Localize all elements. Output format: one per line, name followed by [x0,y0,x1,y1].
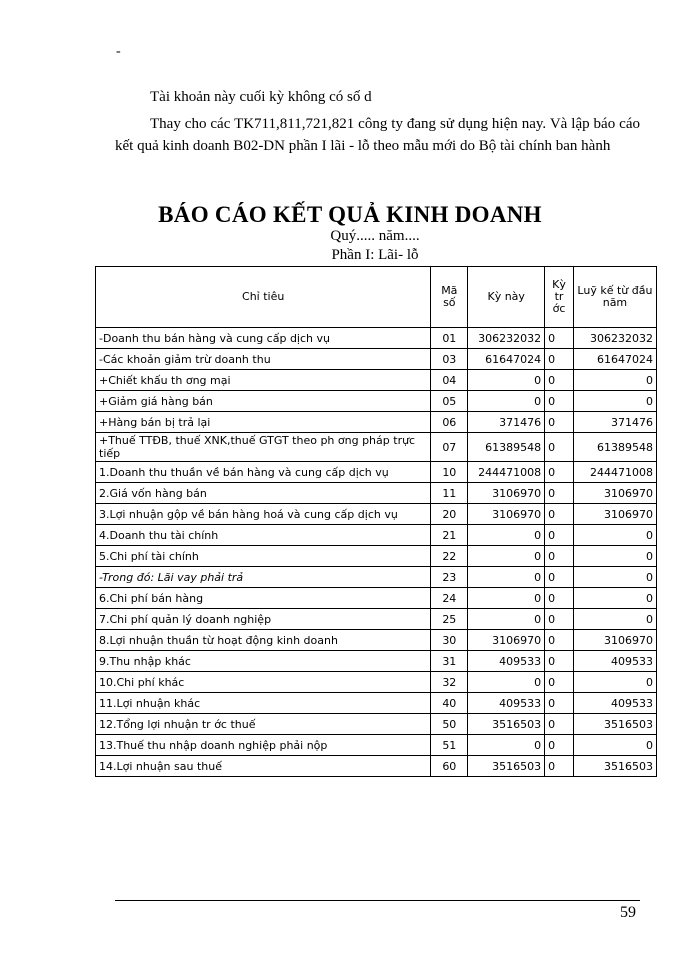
table-row [96,391,657,412]
cell-name: 7.Chi phí quản lý doanh nghiệp [96,609,431,630]
cell-current: 0 [468,735,545,756]
cell-accumulated: 244471008 [573,462,656,483]
cell-previous: 0 [545,370,574,391]
cell-previous: 0 [545,567,574,588]
cell-name: 14.Lợi nhuận sau thuế [96,756,431,777]
table-row [96,672,657,693]
cell-accumulated: 3106970 [573,504,656,525]
header-previous: Kỳ tr ớc [545,267,574,328]
cell-previous: 0 [545,588,574,609]
table-row [96,693,657,714]
cell-accumulated: 371476 [573,412,656,433]
table-row [96,756,657,777]
table-row [96,504,657,525]
header-name: Chỉ tiêu [96,267,431,328]
cell-current: 409533 [468,651,545,672]
table-row [96,433,657,462]
cell-current: 0 [468,567,545,588]
cell-previous: 0 [545,504,574,525]
cell-previous: 0 [545,672,574,693]
table-row [96,328,657,349]
cell-current: 3516503 [468,714,545,735]
cell-current: 61647024 [468,349,545,370]
cell-accumulated: 409533 [573,693,656,714]
cell-code: 11 [431,483,468,504]
header-accumulated: Luỹ kế từ đầu năm [573,267,656,328]
table-row [96,735,657,756]
table-row [96,349,657,370]
cell-accumulated: 306232032 [573,328,656,349]
header-code: Mã số [431,267,468,328]
leading-dash: - [116,44,121,59]
cell-current: 3106970 [468,630,545,651]
cell-accumulated: 0 [573,370,656,391]
cell-name: -Doanh thu bán hàng và cung cấp dịch vụ [96,328,431,349]
report-title: BÁO CÁO KẾT QUẢ KINH DOANH [158,202,542,227]
table-row [96,546,657,567]
cell-name: -Các khoản giảm trừ doanh thu [96,349,431,370]
cell-accumulated: 3106970 [573,630,656,651]
cell-code: 30 [431,630,468,651]
cell-code: 01 [431,328,468,349]
table-row [96,630,657,651]
cell-previous: 0 [545,714,574,735]
table-row [96,651,657,672]
cell-accumulated: 0 [573,525,656,546]
cell-accumulated: 3516503 [573,714,656,735]
cell-code: 21 [431,525,468,546]
table-row [96,412,657,433]
cell-current: 409533 [468,693,545,714]
cell-name: 3.Lợi nhuận gộp về bán hàng hoá và cung cấp dịch vụ [96,504,431,525]
cell-previous: 0 [545,546,574,567]
cell-accumulated: 61647024 [573,349,656,370]
cell-previous: 0 [545,609,574,630]
cell-current: 0 [468,370,545,391]
cell-name: +Hàng bán bị trả lại [96,412,431,433]
footer-rule [115,900,640,901]
cell-code: 31 [431,651,468,672]
cell-code: 05 [431,391,468,412]
cell-accumulated: 0 [573,609,656,630]
cell-current: 244471008 [468,462,545,483]
cell-current: 61389548 [468,433,545,462]
cell-code: 25 [431,609,468,630]
cell-previous: 0 [545,525,574,546]
table-row [96,370,657,391]
cell-name: 11.Lợi nhuận khác [96,693,431,714]
cell-previous: 0 [545,349,574,370]
table-row [96,609,657,630]
cell-accumulated: 0 [573,672,656,693]
report-part: Phần I: Lãi- lỗ [331,247,419,263]
cell-accumulated: 3106970 [573,483,656,504]
cell-previous: 0 [545,462,574,483]
cell-previous: 0 [545,412,574,433]
cell-current: 3516503 [468,756,545,777]
cell-current: 3106970 [468,504,545,525]
cell-code: 32 [431,672,468,693]
cell-code: 03 [431,349,468,370]
table-row [96,714,657,735]
table-row [96,525,657,546]
income-statement-table [95,266,657,777]
cell-accumulated: 0 [573,735,656,756]
table-row [96,462,657,483]
cell-name: +Thuế TTĐB, thuế XNK,thuế GTGT theo ph ơng pháp trực tiếp [96,433,431,462]
cell-current: 0 [468,525,545,546]
cell-current: 3106970 [468,483,545,504]
cell-code: 50 [431,714,468,735]
cell-name: 13.Thuế thu nhập doanh nghiệp phải nộp [96,735,431,756]
table-row [96,483,657,504]
cell-current: 0 [468,546,545,567]
cell-accumulated: 0 [573,567,656,588]
intro-line-1: Tài khoản này cuối kỳ không có số d [150,89,372,105]
intro-paragraph: Thay cho các TK711,811,721,821 công ty đang sử dụng hiện nay. Và lập báo cáo kết quả kinh doanh B02-DN phần I lãi - lỗ theo mẫu mới do Bộ tài chính ban hành [115,116,640,154]
cell-current: 0 [468,391,545,412]
cell-code: 10 [431,462,468,483]
cell-accumulated: 3516503 [573,756,656,777]
cell-code: 24 [431,588,468,609]
cell-accumulated: 0 [573,588,656,609]
cell-accumulated: 409533 [573,651,656,672]
cell-name: 6.Chi phí bán hàng [96,588,431,609]
cell-code: 20 [431,504,468,525]
cell-code: 06 [431,412,468,433]
cell-name: 12.Tổng lợi nhuận tr ớc thuế [96,714,431,735]
table-row [96,588,657,609]
cell-code: 23 [431,567,468,588]
cell-code: 07 [431,433,468,462]
cell-name: 9.Thu nhập khác [96,651,431,672]
cell-current: 0 [468,672,545,693]
cell-code: 04 [431,370,468,391]
cell-code: 51 [431,735,468,756]
cell-previous: 0 [545,328,574,349]
cell-previous: 0 [545,483,574,504]
cell-code: 40 [431,693,468,714]
cell-accumulated: 0 [573,391,656,412]
cell-previous: 0 [545,735,574,756]
cell-previous: 0 [545,693,574,714]
cell-code: 60 [431,756,468,777]
cell-current: 371476 [468,412,545,433]
cell-name: 1.Doanh thu thuần về bán hàng và cung cấp dịch vụ [96,462,431,483]
cell-accumulated: 61389548 [573,433,656,462]
cell-name: 10.Chi phí khác [96,672,431,693]
cell-previous: 0 [545,651,574,672]
cell-previous: 0 [545,433,574,462]
cell-name: 5.Chi phí tài chính [96,546,431,567]
cell-name: +Chiết khấu th ơng mại [96,370,431,391]
cell-previous: 0 [545,630,574,651]
cell-previous: 0 [545,391,574,412]
cell-previous: 0 [545,756,574,777]
cell-name: 8.Lợi nhuận thuần từ hoạt động kinh doanh [96,630,431,651]
table-header-row [96,267,657,328]
page-number: 59 [620,904,636,921]
cell-current: 0 [468,588,545,609]
cell-accumulated: 0 [573,546,656,567]
cell-name: 4.Doanh thu tài chính [96,525,431,546]
header-current: Kỳ này [468,267,545,328]
cell-current: 306232032 [468,328,545,349]
cell-current: 0 [468,609,545,630]
cell-name: +Giảm giá hàng bán [96,391,431,412]
cell-code: 22 [431,546,468,567]
report-period: Quý..... năm.... [330,228,420,244]
table-body [96,328,657,777]
cell-name: -Trong đó: Lãi vay phải trả [96,567,431,588]
cell-name: 2.Giá vốn hàng bán [96,483,431,504]
table-row [96,567,657,588]
